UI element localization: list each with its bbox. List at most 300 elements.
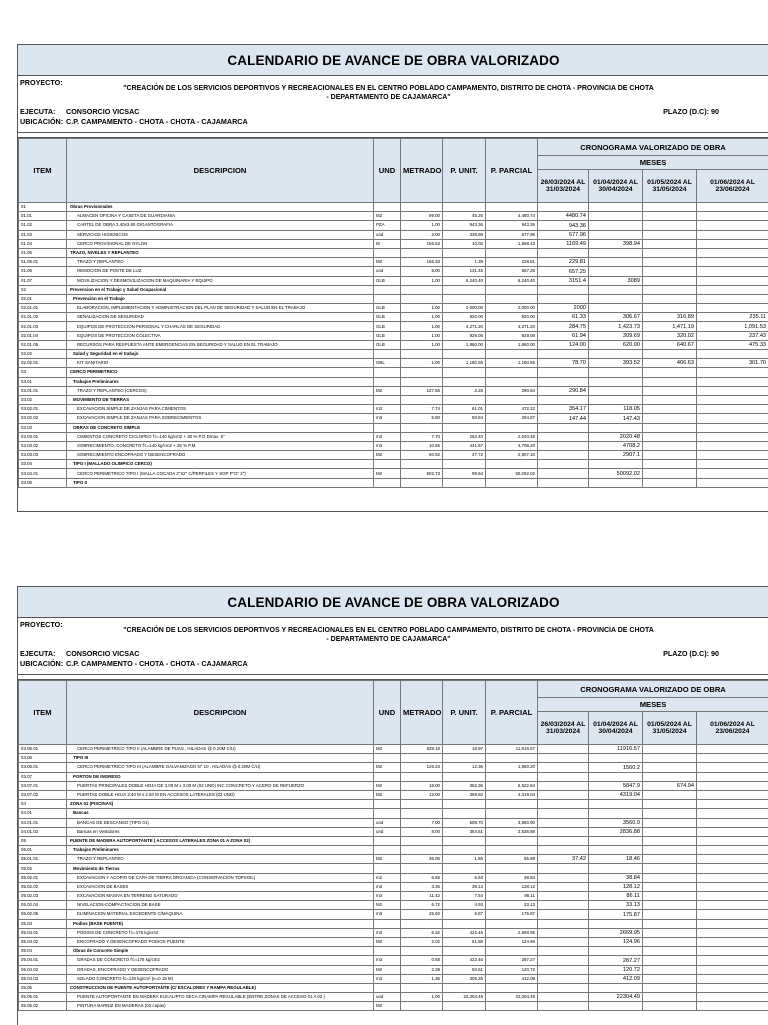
cell-month-4 [697,790,768,799]
cell-und: m3 [374,892,401,901]
cell-month-1 [538,772,589,781]
cell-month-3 [643,441,697,450]
ejecuta-value: CONSORCIO VICSAC [66,649,139,658]
cell-month-4 [697,248,768,257]
cell-month-2: 120.72 [589,965,643,974]
cell-pparcial: 4,271.20 [486,322,538,331]
cell-descripcion: OBRAS DE CONCRETO SIMPLE [67,423,374,432]
cell-punit: 2.28 [443,386,486,395]
cell-pparcial [486,772,538,781]
cell-descripcion: EXCAVACION SIMPLE DE ZANJAS PARA CIMIENTOS [67,405,374,414]
cell-month-4 [697,478,768,487]
cell-month-4: 237.43 [697,331,768,340]
cell-item: 04.01.01 [19,818,67,827]
cell-month-2: 11916.57 [589,745,643,754]
cell-pparcial: 677.96 [486,230,538,239]
project-info [18,76,768,133]
table-row [19,239,768,248]
cell-month-4 [697,919,768,928]
month-col-4: 01/06/2024 AL 23/06/2024 [697,170,768,203]
cell-punit [443,947,486,956]
cell-pparcial: 4,319.04 [486,790,538,799]
cell-month-1 [538,864,589,873]
table-row [19,937,768,946]
cell-month-4 [697,258,768,267]
cell-item: 05.02.05 [19,910,67,919]
cell-month-2 [589,285,643,294]
cell-und [374,423,401,432]
table-row [19,322,768,331]
cell-descripcion: Obras Provisionales [67,203,374,212]
table-row [19,377,768,386]
table-row [19,451,768,460]
cell-month-1 [538,993,589,1002]
proyecto-line1: "CREACIÓN DE LOS SERVICIOS DEPORTIVOS Y RECREACIONALES EN EL CENTRO POBLADO CAMPAMENTO, DISTRITO DE CHOTA - PROVINCIA DE CHOTA [68,84,709,93]
cell-month-2 [589,294,643,303]
cell-month-1 [538,368,589,377]
cell-item: 03.03.02 [19,441,67,450]
table-row [19,478,768,487]
cell-month-2: 2020.48 [589,432,643,441]
cell-month-3: 316.89 [643,313,697,322]
cell-month-2 [589,478,643,487]
cell-month-4 [697,377,768,386]
cell-metrado: 12.00 [401,790,443,799]
cell-month-4 [697,855,768,864]
cell-item: 05.02.01 [19,873,67,882]
cell-metrado: 1.00 [401,276,443,285]
cell-month-2: 124.96 [589,937,643,946]
cell-month-3 [643,239,697,248]
cell-und: und [374,818,401,827]
cell-item: 01.04 [19,239,67,248]
cell-pparcial [486,754,538,763]
cell-metrado [401,377,443,386]
cell-month-2: 147.43 [589,414,643,423]
cell-descripcion: TIPO II [67,478,374,487]
cell-punit: 422.46 [443,928,486,937]
cell-month-1: 147.44 [538,414,589,423]
month-col-3: 01/05/2024 AL 31/05/2024 [643,712,697,745]
cell-und: M2 [374,451,401,460]
cell-month-2 [589,386,643,395]
cell-punit [443,919,486,928]
cell-punit: 1,860.00 [443,340,486,349]
cell-month-4 [697,864,768,873]
cell-month-4 [697,221,768,230]
cell-pparcial [486,285,538,294]
cell-descripcion: TRAZO, NIVELES Y REPLANTEO [67,248,374,257]
cell-month-1 [538,432,589,441]
cell-month-3 [643,956,697,965]
cell-month-1: 3151.4 [538,276,589,285]
cell-descripcion: CERCO PERIMETRICO TIPO II (ALAMBRE DE PUAS , HILADAS @ 0.20M C/U) [67,745,374,754]
cell-item: 05.04.02 [19,965,67,974]
cell-month-1 [538,350,589,359]
ejecuta-value: CONSORCIO VICSAC [66,107,139,116]
cell-month-2 [589,947,643,956]
cell-descripcion: EXCAVACION DE BASES [67,882,374,891]
cell-metrado: 10.66 [401,441,443,450]
cell-month-2: 175.87 [589,910,643,919]
cell-month-4 [697,414,768,423]
table-row [19,745,768,754]
cell-item: 03.02.02 [19,414,67,423]
cell-month-4 [697,809,768,818]
cell-metrado: 2.39 [401,965,443,974]
cell-pparcial [486,836,538,845]
cell-metrado: 5.80 [401,414,443,423]
cell-month-4 [697,745,768,754]
cell-month-3 [643,993,697,1002]
cell-und: PZA [374,221,401,230]
cell-und: M2 [374,1002,401,1011]
cell-metrado: 1.00 [401,993,443,1002]
cell-descripcion: PUERTAS PRINCIPALES DOBLE HOJA DE 3.00 M x 3.00 M (02 UND) INC CONCRETO Y ACERO DE REFUERZO [67,781,374,790]
cell-item: 02.01.01 [19,304,67,313]
cell-month-3: 640.67 [643,340,697,349]
cell-punit: 354.61 [443,827,486,836]
cell-month-2: 128.12 [589,882,643,891]
cell-pparcial [486,350,538,359]
cell-und: M2 [374,901,401,910]
cell-descripcion: GRADAS, ENCOFRADO Y DESENCOFRADO [67,965,374,974]
cell-month-4 [697,460,768,469]
cell-month-1 [538,763,589,772]
table-row [19,386,768,395]
cell-month-1: 124.00 [538,340,589,349]
cell-punit: 441.67 [443,441,486,450]
table-row [19,460,768,469]
cell-punit: 5.93 [443,873,486,882]
cell-punit: 1,180.55 [443,359,486,368]
cell-month-2 [589,864,643,873]
cell-pparcial: 2,000.00 [486,304,538,313]
cell-punit [443,368,486,377]
cell-month-3 [643,818,697,827]
cell-month-1 [538,248,589,257]
cell-month-1 [538,460,589,469]
cell-und: M2 [374,855,401,864]
cell-und: M2 [374,781,401,790]
cell-month-3 [643,377,697,386]
cell-item: 03.07.01 [19,781,67,790]
cell-month-4 [697,276,768,285]
cell-pparcial [486,846,538,855]
cell-und [374,800,401,809]
cell-pparcial: 120.72 [486,965,538,974]
cell-item: 03.05 [19,478,67,487]
cell-month-2: 50092.02 [589,469,643,478]
cell-pparcial [486,203,538,212]
cell-punit: 131.45 [443,267,486,276]
cell-descripcion: Bancas [67,809,374,818]
cell-metrado: 1.35 [401,974,443,983]
cell-month-2 [589,754,643,763]
cell-und: m3 [374,956,401,965]
cell-month-1: 657.25 [538,267,589,276]
month-col-3: 01/05/2024 AL 31/05/2024 [643,170,697,203]
cell-punit [443,460,486,469]
plazo-value: 90 [711,649,719,658]
cell-month-3: 674.94 [643,781,697,790]
table-row [19,258,768,267]
cell-item: 05.01 [19,846,67,855]
table-row [19,882,768,891]
table-row [19,974,768,983]
cell-month-4 [697,993,768,1002]
table-row [19,928,768,937]
cell-und: M2 [374,937,401,946]
cell-pparcial: 943.36 [486,221,538,230]
cell-pparcial: 1,180.55 [486,359,538,368]
cell-pparcial [486,460,538,469]
meses-header: MESES [538,156,768,170]
cell-month-3 [643,203,697,212]
cell-metrado: 60.92 [401,451,443,460]
cell-punit [443,350,486,359]
cell-month-3 [643,947,697,956]
cell-month-1 [538,790,589,799]
cell-month-3: 1,471.19 [643,322,697,331]
cell-month-4 [697,910,768,919]
cell-item: 03.03.01 [19,432,67,441]
cell-item: 05.03 [19,919,67,928]
cell-und: GLB [374,322,401,331]
cell-metrado: 165.33 [401,258,443,267]
cell-month-2 [589,772,643,781]
cell-month-3 [643,212,697,221]
cell-descripcion: ELIMINACION MATERIAL EXCEDENTE C/MAQUINA [67,910,374,919]
cell-punit: 4,271.20 [443,322,486,331]
cell-month-4 [697,937,768,946]
cell-month-1 [538,901,589,910]
cell-metrado: 1.00 [401,322,443,331]
cell-month-2 [589,350,643,359]
cell-month-3 [643,276,697,285]
cell-und [374,395,401,404]
cell-und [374,285,401,294]
cell-month-3 [643,882,697,891]
cell-metrado: 1.00 [401,304,443,313]
cell-month-1: 1169.49 [538,239,589,248]
cell-item: 05.02 [19,864,67,873]
cell-metrado [401,947,443,956]
cell-month-4 [697,901,768,910]
cell-month-1: 61.94 [538,331,589,340]
cell-month-3 [643,790,697,799]
cell-item: 01.06 [19,267,67,276]
ejecuta-label: EJECUTA: [20,649,55,658]
cell-pparcial: 1,568.43 [486,239,538,248]
cell-month-4 [697,827,768,836]
cell-pparcial: 50,092.02 [486,469,538,478]
cell-metrado [401,478,443,487]
cell-metrado: 156.53 [401,239,443,248]
cell-month-2 [589,267,643,276]
cell-descripcion: SOLADO CONCRETO fc=140 kg/cm² (e=0.15 M) [67,974,374,983]
cell-month-2: 33.13 [589,901,643,910]
cell-metrado: 502.73 [401,469,443,478]
cell-month-1 [538,983,589,992]
cell-month-2 [589,846,643,855]
cell-und: und [374,267,401,276]
table-row [19,230,768,239]
cell-month-4 [697,267,768,276]
cell-month-2: 86.11 [589,892,643,901]
cell-month-1 [538,441,589,450]
table-row [19,836,768,845]
cell-descripcion: ALMACEN OFICINA Y CASETA DE GUARDIANIA [67,212,374,221]
cell-und: m3 [374,441,401,450]
cell-month-4 [697,800,768,809]
cell-metrado [401,772,443,781]
cell-descripcion: EQUIPOS DE PROTECCION PERSONAL Y CHARLAS DE SEGURIDAD [67,322,374,331]
cell-month-3 [643,974,697,983]
table-row [19,276,768,285]
cell-descripcion: PODIOS DE CONCRETO f'c=175 kg/cm2 [67,928,374,937]
table-row [19,754,768,763]
cell-metrado: 25.60 [401,910,443,919]
cell-month-3: 320.02 [643,331,697,340]
cell-und [374,203,401,212]
cell-und: GLB [374,304,401,313]
cell-item: 05.02.03 [19,892,67,901]
cell-month-4: 301.70 [697,359,768,368]
table-row [19,790,768,799]
cell-und: M2 [374,745,401,754]
cell-metrado: 2.00 [401,230,443,239]
cell-und [374,478,401,487]
cell-month-2 [589,423,643,432]
cell-punit [443,248,486,257]
table-row [19,285,768,294]
cell-metrado [401,983,443,992]
cell-month-3 [643,414,697,423]
cell-punit: 359.92 [443,790,486,799]
cell-item: 03.06.01 [19,763,67,772]
cell-month-2: 2669.95 [589,928,643,937]
cell-und: m3 [374,882,401,891]
cell-month-1 [538,423,589,432]
cell-und [374,846,401,855]
cell-und [374,350,401,359]
col-punit: P. UNIT. [443,139,486,203]
cell-month-3 [643,285,697,294]
table-row [19,359,768,368]
cell-descripcion: PUENTE AUTOPORTANTE EN MADERA EUCALIPTO SECA CIRAMPA REGULABLE (ENTRE ZONAS DE ACCESO 01 A 02 ) [67,993,374,1002]
cell-descripcion: BANCAS DE DESCANSO (TIPO 01) [67,818,374,827]
cell-month-1: 37.42 [538,855,589,864]
cell-punit [443,478,486,487]
table-row [19,340,768,349]
cell-pparcial [486,423,538,432]
month-col-2: 01/04/2024 AL 30/04/2024 [589,170,643,203]
cell-month-3 [643,395,697,404]
cell-und: GLB [374,340,401,349]
cell-month-1 [538,892,589,901]
cell-month-4 [697,230,768,239]
cell-month-4 [697,203,768,212]
cell-month-3 [643,258,697,267]
cell-descripcion: SOBRECIMIENTO, CONCRETO f'c=140 kg/cm2 + 25 % P.M [67,441,374,450]
cell-month-4 [697,395,768,404]
cell-month-3 [643,919,697,928]
cell-punit: 50.84 [443,414,486,423]
cell-month-2 [589,230,643,239]
cell-metrado: 6.72 [401,901,443,910]
cell-month-4 [697,928,768,937]
cell-month-4 [697,947,768,956]
cell-month-2: 309.69 [589,331,643,340]
cell-month-1: 677.96 [538,230,589,239]
cell-month-3 [643,221,697,230]
table-row [19,267,768,276]
ubicacion-value: C.P. CAMPAMENTO - CHOTA - CHOTA - CAJAMARCA [66,659,248,668]
cell-month-2 [589,203,643,212]
cell-month-4: 235.11 [697,313,768,322]
cell-month-1 [538,745,589,754]
cell-month-2 [589,368,643,377]
cell-pparcial: 6,240.40 [486,276,538,285]
cell-metrado [401,423,443,432]
project-info [18,618,768,675]
cell-item: 01.07 [19,276,67,285]
cell-item: 03.07 [19,772,67,781]
cell-month-1 [538,836,589,845]
cell-descripcion: EXCAVACION MASIVA EN TERRENO SATURADO [67,892,374,901]
cell-month-2 [589,248,643,257]
cell-descripcion: TIPO III [67,754,374,763]
cell-item: 03.02 [19,395,67,404]
cell-pparcial [486,377,538,386]
cell-month-4 [697,1002,768,1011]
cell-month-2: 620.00 [589,340,643,349]
cell-metrado: 99.00 [401,212,443,221]
cell-month-2 [589,836,643,845]
cell-month-2 [589,304,643,313]
cell-descripcion: Bancas en Vestidores [67,827,374,836]
meses-header: MESES [538,698,768,712]
cell-punit: 508.70 [443,818,486,827]
cell-month-1 [538,919,589,928]
cell-descripcion: TRAZO Y REPLANTEO (CERCOS) [67,386,374,395]
cell-month-1 [538,965,589,974]
cell-metrado [401,350,443,359]
cell-descripcion: CERCO PERIMETRICO [67,368,374,377]
cell-pparcial [486,368,538,377]
cell-month-3 [643,892,697,901]
cell-month-2 [589,809,643,818]
cell-punit: 50.51 [443,965,486,974]
cell-month-3 [643,809,697,818]
cell-pparcial: 1,860.00 [486,340,538,349]
cell-month-2: 2907.1 [589,451,643,460]
cell-metrado [401,203,443,212]
table-row [19,965,768,974]
cell-item: 04.01 [19,809,67,818]
cell-und: m3 [374,405,401,414]
cell-item: 03.01 [19,377,67,386]
cell-metrado [401,1002,443,1011]
cell-pparcial [486,395,538,404]
cell-und: m3 [374,910,401,919]
cell-und: und [374,230,401,239]
ubicacion-value: C.P. CAMPAMENTO - CHOTA - CHOTA - CAJAMARCA [66,117,248,126]
cell-month-1: 78.70 [538,359,589,368]
cell-month-4 [697,423,768,432]
cell-metrado [401,846,443,855]
